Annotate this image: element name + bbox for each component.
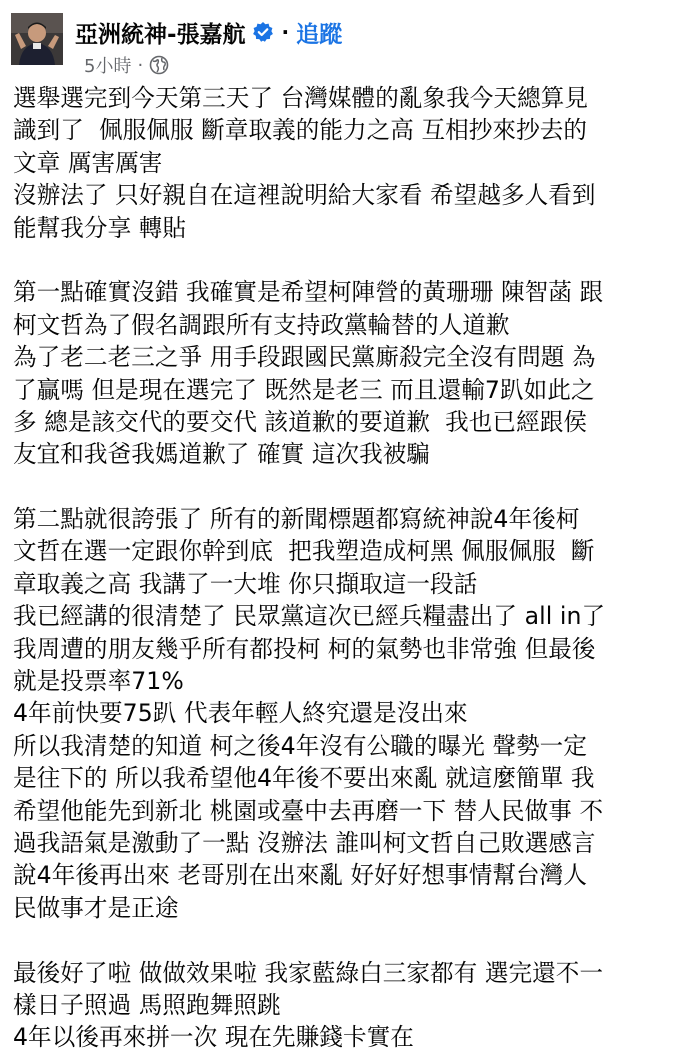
avatar-image (11, 13, 63, 65)
author-line (75, 14, 342, 50)
post-text-line: 4年前快要75趴 代表年輕人終究還是沒出來 (13, 699, 468, 728)
post-text-line: 過我語氣是激動了一點 沒辦法 誰叫柯文哲自己敗選感言 (13, 828, 596, 857)
post-text-line: 就是投票率71% (13, 667, 184, 696)
globe-icon[interactable] (149, 55, 169, 75)
post-text-line: 選舉選完到今天第三天了 台灣媒體的亂象我今天總算見 (13, 84, 588, 112)
post-text-line: 友宜和我爸我媽道歉了 確實 這次我被騙 (13, 440, 431, 469)
meta-separator: · (137, 54, 144, 76)
post-text-line: 柯文哲為了假名調跟所有支持政黨輪替的人道歉 (13, 310, 510, 339)
post-text-line: 為了老二老三之爭 用手段跟國民黨廝殺完全沒有問題 為 (13, 343, 596, 372)
post-text-line: 所以我清楚的知道 柯之後4年沒有公職的曝光 聲勢一定 (13, 731, 587, 760)
post-text-line: 樣日子照過 馬照跑舞照跳 (13, 990, 281, 1019)
post-text-line: 文章 厲害厲害 (13, 148, 163, 177)
avatar[interactable] (11, 13, 63, 65)
post-text-line: 4年以後再來拼一次 現在先賺錢卡實在 (13, 1023, 414, 1052)
post-text-line: 能幫我分享 轉貼 (13, 213, 187, 242)
post-text-line: 我周遭的朋友幾乎所有都投柯 柯的氣勢也非常強 但最後 (13, 634, 596, 663)
post-text-line: 是往下的 所以我希望他4年後不要出來亂 就這麼簡單 我 (13, 764, 595, 793)
author-name[interactable]: 亞洲統神-張嘉航 (75, 21, 246, 48)
follow-button[interactable]: 追蹤 (296, 21, 343, 48)
paragraph-gap (13, 924, 678, 956)
post-header (11, 10, 671, 78)
header-separator: · (281, 20, 290, 44)
post-text-line: 最後好了啦 做做效果啦 我家藍綠白三家都有 選完還不一 (13, 958, 604, 987)
paragraph-gap (13, 244, 678, 276)
post-text-line: 說4年後再出來 老哥別在出來亂 好好好想事情幫台灣人 (13, 861, 587, 890)
post-timestamp[interactable]: 5小時 (84, 56, 132, 77)
post-text-line: 章取義之高 我講了一大堆 你只擷取這一段話 (13, 569, 478, 598)
post-body-text (13, 82, 678, 1054)
post-text-line: 沒辦法了 只好親自在這裡說明給大家看 希望越多人看到 (13, 181, 596, 210)
post-meta (84, 52, 169, 78)
post-text-line: 第二點就很誇張了 所有的新聞標題都寫統神說4年後柯 (13, 505, 580, 534)
post-text-line: 第一點確實沒錯 我確實是希望柯陣營的黃珊珊 陳智菡 跟 (13, 278, 604, 307)
post-text-line: 文哲在選一定跟你幹到底 把我塑造成柯黑 佩服佩服 斷 (13, 537, 595, 566)
post-text-line: 希望他能先到新北 桃園或臺中去再磨一下 替人民做事 不 (13, 796, 604, 825)
post-text-line: 民做事才是正途 (13, 893, 179, 922)
post-text-line: 多 總是該交代的要交代 該道歉的要道歉 我也已經跟侯 (13, 407, 588, 436)
post-text-line: 識到了 佩服佩服 斷章取義的能力之高 互相抄來抄去的 (13, 116, 588, 145)
paragraph-gap (13, 471, 678, 503)
post-text-line: 我已經講的很清楚了 民眾黨這次已經兵糧盡出了 all in了 (13, 602, 606, 631)
post-text-line: 了贏嗎 但是現在選完了 既然是老三 而且還輸7趴如此之 (13, 375, 595, 404)
verified-badge-icon (252, 21, 274, 43)
